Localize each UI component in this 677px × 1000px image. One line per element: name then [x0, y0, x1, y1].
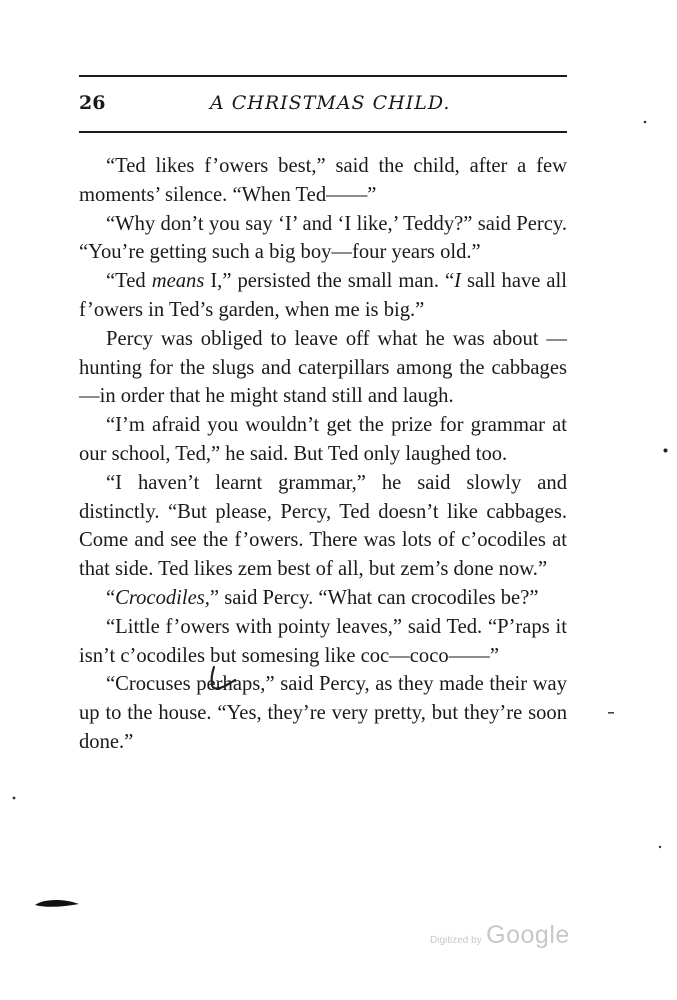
paragraph: “I haven’t learnt grammar,” he said slowly and distinctly. “But please, Percy, Ted doesn’t like cabbages. Come and see the f’owers. There was lots of c’ocodiles at that side. Ted likes zem best of all, but zem’s done now.”: [79, 471, 567, 581]
paragraph: “Crocuses perhaps,” said Percy, as they made their way up to the house. “Yes, they’re very pretty, but they’re soon done.”: [79, 673, 567, 753]
speck-icon: [608, 711, 614, 715]
digitized-by-google-watermark: [430, 921, 570, 950]
italic-run: I: [454, 270, 461, 293]
italic-run: means: [151, 270, 205, 293]
header-rule-bottom: [79, 131, 567, 133]
paragraph: “Why don’t you say ‘I’ and ‘I like,’ Teddy?” said Percy. “You’re getting such a big boy—four years old.”: [79, 212, 567, 264]
speck-icon: [663, 448, 668, 453]
paragraph: Percy was obliged to leave off what he was about —hunting for the slugs and caterpillars among the cabbages—in order that he might stand still and laugh.: [79, 327, 567, 408]
italic-run: Crocodiles,: [115, 586, 210, 609]
body-text: [79, 152, 567, 757]
paragraph: [79, 584, 567, 613]
paragraph: “Little f’owers with pointy leaves,” said Ted. “P’raps it isn’t c’ocodiles but somesing like coc—coco——”: [79, 615, 567, 667]
page-number: 26: [79, 92, 106, 114]
speck-icon: [658, 845, 662, 849]
paragraph: “I’m afraid you wouldn’t get the prize for grammar at our school, Ted,” he said. But Ted only laughed too.: [79, 414, 567, 465]
text-run: ” said Percy. “What can crocodiles be?”: [209, 586, 539, 609]
header-rule-top: [79, 75, 567, 77]
handwritten-mark-icon: [203, 664, 243, 694]
paragraph: [79, 267, 567, 325]
text-run: I,” persisted the small man. “: [204, 270, 455, 293]
text-run: sall have all f’owers in Ted’s garden, when me is big.”: [79, 270, 567, 321]
running-head: A CHRISTMAS CHILD.: [210, 92, 451, 114]
text-run: “Ted: [106, 270, 152, 293]
speck-icon: [643, 120, 647, 124]
speck-icon: [12, 796, 16, 800]
watermark-small-text: Digitized by: [430, 935, 482, 946]
watermark-logo-text: Google: [486, 921, 570, 949]
paragraph: “Ted likes f’owers best,” said the child, after a few moments’ silence. “When Ted——”: [79, 155, 567, 206]
ink-blot-icon: [33, 896, 81, 912]
text-run: “: [106, 586, 116, 609]
